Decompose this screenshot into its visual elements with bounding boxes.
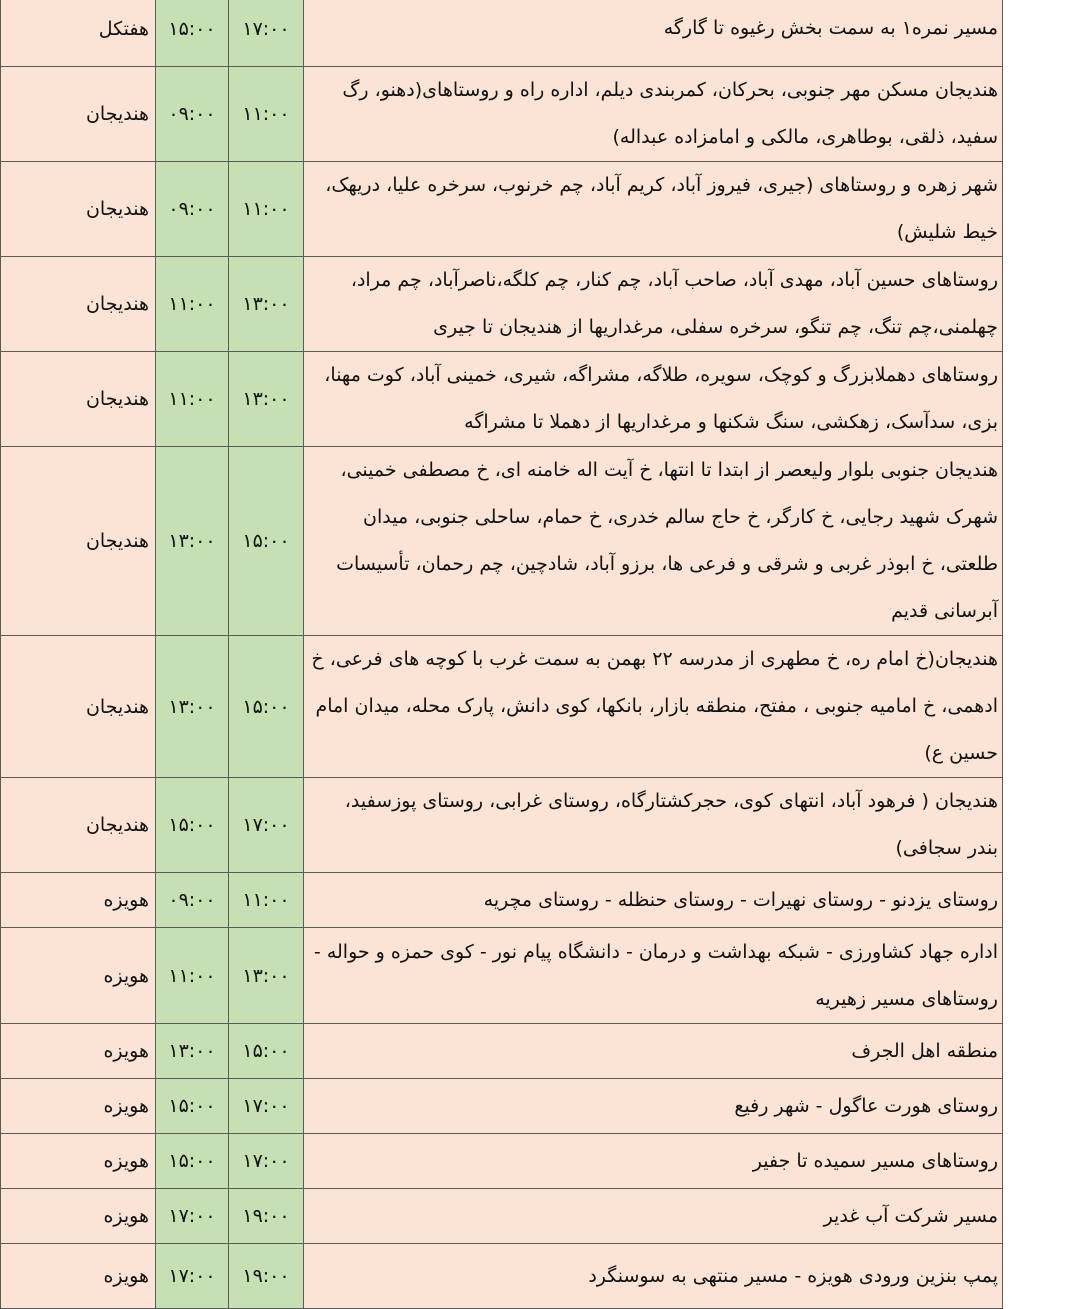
city-cell: هویزه: [1, 1134, 156, 1189]
table-row: [1, 257, 1003, 352]
city-cell: هندیجان: [1, 352, 156, 447]
end-time-cell: ۱۹:۰۰: [229, 1189, 304, 1244]
start-time-cell: ۱۳:۰۰: [156, 636, 229, 778]
start-time-cell: ۱۵:۰۰: [156, 1079, 229, 1134]
area-cell: پمپ بنزین ورودی هویزه - مسیر منتهی به سوسنگرد: [304, 1244, 1003, 1309]
end-time-cell: ۱۷:۰۰: [229, 1134, 304, 1189]
city-cell: هویزه: [1, 1079, 156, 1134]
table-row: [1, 0, 1003, 67]
end-time-cell: ۱۳:۰۰: [229, 928, 304, 1024]
area-cell: روستاهای دهملابزرگ و کوچک، سویره، طلاگه، مشراگه، شیری، خمینی آباد، کوت مهنا، بزی، سدآسک، زهکشی، سنگ شکنها و مرغداریها از دهملا تا مشراگه: [304, 352, 1003, 447]
end-time-cell: ۱۷:۰۰: [229, 778, 304, 873]
table-row: [1, 447, 1003, 636]
start-time-cell: ۱۱:۰۰: [156, 928, 229, 1024]
end-time-cell: ۱۵:۰۰: [229, 1024, 304, 1079]
end-time-cell: ۱۷:۰۰: [229, 1079, 304, 1134]
start-time-cell: ۰۹:۰۰: [156, 67, 229, 162]
table-row: [1, 162, 1003, 257]
area-cell: شهر زهره و روستاهای (جیری، فیروز آباد، کریم آباد، چم خرنوب، سرخره علیا، دریهک، خیط شلیش): [304, 162, 1003, 257]
area-cell: روستای یزدنو - روستای نهیرات - روستای حنظله - روستای مچریه: [304, 873, 1003, 928]
end-time-cell: ۱۳:۰۰: [229, 257, 304, 352]
city-cell: هندیجان: [1, 162, 156, 257]
city-cell: هویزه: [1, 873, 156, 928]
start-time-cell: ۱۱:۰۰: [156, 352, 229, 447]
start-time-cell: ۱۳:۰۰: [156, 1024, 229, 1079]
start-time-cell: ۱۵:۰۰: [156, 778, 229, 873]
area-cell: هندیجان جنوبی بلوار ولیعصر از ابتدا تا انتها، خ آیت اله خامنه ای، خ مصطفی خمینی، شهرک شهید رجایی، خ کارگر، خ حاج سالم خدری، خ حمام، ساحلی جنوبی، میدان طلعتی، خ ابوذر غربی و شرقی و فرعی ها، برزو آباد، شادچین، چم رحمان، تأسیسات آبرسانی قدیم: [304, 447, 1003, 636]
table-row: [1, 1134, 1003, 1189]
end-time-cell: ۱۵:۰۰: [229, 636, 304, 778]
table-row: [1, 778, 1003, 873]
start-time-cell: ۱۷:۰۰: [156, 1244, 229, 1309]
start-time-cell: ۰۹:۰۰: [156, 162, 229, 257]
area-cell: هندیجان مسکن مهر جنوبی، بحرکان، کمربندی دیلم، اداره راه و روستاهای(دهنو، رگ سفید، ذلقی، بوطاهری، مالکی و امامزاده عبداله): [304, 67, 1003, 162]
area-cell: هندیجان(خ امام ره، خ مطهری از مدرسه ۲۲ بهمن به سمت غرب با کوچه های فرعی، خ ادهمی، خ امامیه جنوبی ، مفتح، منطقه بازار، بانکها، کوی دانش، پارک محله، میدان امام حسین ع): [304, 636, 1003, 778]
end-time-cell: ۱۱:۰۰: [229, 67, 304, 162]
start-time-cell: ۱۵:۰۰: [156, 1134, 229, 1189]
city-cell: هندیجان: [1, 447, 156, 636]
city-cell: هویزه: [1, 928, 156, 1024]
city-cell: هندیجان: [1, 778, 156, 873]
city-cell: هندیجان: [1, 67, 156, 162]
area-cell: روستای هورت عاگول - شهر رفیع: [304, 1079, 1003, 1134]
table-row: [1, 352, 1003, 447]
area-cell: هندیجان ( فرهود آباد، انتهای کوی، حجرکشتارگاه، روستای غرابی، روستای پوزسفید، بندر سجافی): [304, 778, 1003, 873]
table-row: [1, 1024, 1003, 1079]
end-time-cell: ۱۳:۰۰: [229, 352, 304, 447]
area-cell: روستاهای حسین آباد، مهدی آباد، صاحب آباد، چم کنار، چم کلگه،ناصرآباد، چم مراد، چهلمنی،چم تنگ، چم تنگو، سرخره سفلی، مرغداریها از هندیجان تا جیری: [304, 257, 1003, 352]
city-cell: هندیجان: [1, 636, 156, 778]
start-time-cell: ۰۹:۰۰: [156, 873, 229, 928]
end-time-cell: ۱۵:۰۰: [229, 447, 304, 636]
city-cell: هویزه: [1, 1024, 156, 1079]
city-cell: هفتکل: [1, 0, 156, 67]
table-row: [1, 67, 1003, 162]
city-cell: هندیجان: [1, 257, 156, 352]
end-time-cell: ۱۱:۰۰: [229, 873, 304, 928]
end-time-cell: ۱۷:۰۰: [229, 0, 304, 67]
area-cell: اداره جهاد کشاورزی - شبکه بهداشت و درمان - دانشگاه پیام نور - کوی حمزه و حواله - روستاهای مسیر زهیریه: [304, 928, 1003, 1024]
table-row: [1, 1189, 1003, 1244]
end-time-cell: ۱۱:۰۰: [229, 162, 304, 257]
table-row: [1, 636, 1003, 778]
end-time-cell: ۱۹:۰۰: [229, 1244, 304, 1309]
start-time-cell: ۱۵:۰۰: [156, 0, 229, 67]
page-margin: [1003, 0, 1065, 1280]
start-time-cell: ۱۷:۰۰: [156, 1189, 229, 1244]
table-row: [1, 1079, 1003, 1134]
table-row: [1, 928, 1003, 1024]
area-cell: روستاهای مسیر سمیده تا جفیر: [304, 1134, 1003, 1189]
city-cell: هویزه: [1, 1244, 156, 1309]
start-time-cell: ۱۱:۰۰: [156, 257, 229, 352]
area-cell: منطقه اهل الجرف: [304, 1024, 1003, 1079]
city-cell: هویزه: [1, 1189, 156, 1244]
start-time-cell: ۱۳:۰۰: [156, 447, 229, 636]
table-row: [1, 1244, 1003, 1309]
area-cell: مسیر شرکت آب غدیر: [304, 1189, 1003, 1244]
area-cell: مسیر نمره۱ به سمت بخش رغیوه تا گارگه: [304, 0, 1003, 67]
table-row: [1, 873, 1003, 928]
